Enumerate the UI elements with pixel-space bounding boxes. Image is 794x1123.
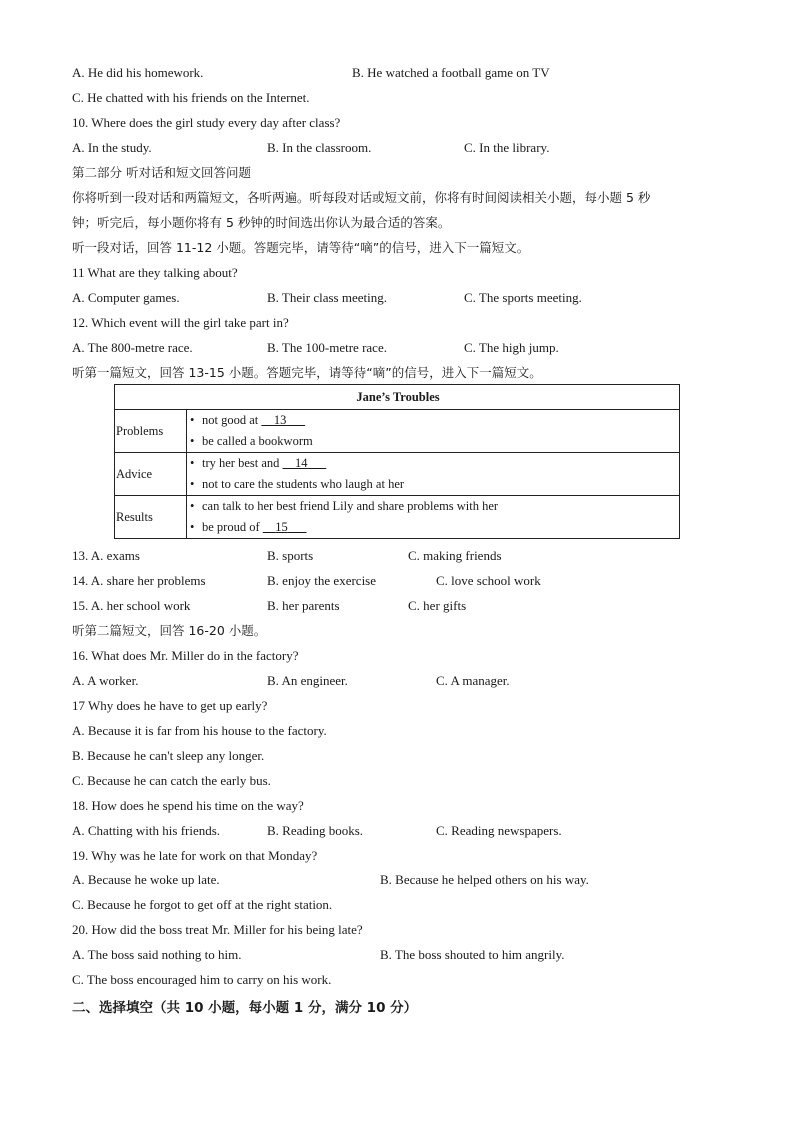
q17-option-c: C. Because he can catch the early bus. [72,773,271,788]
row-content: • can talk to her best friend Lily and share problems with her • be proud of 15 [187,496,680,539]
q10-option-c: C. In the library. [464,140,550,155]
row-content: • try her best and 14 • not to care the students who laugh at her [187,453,680,496]
table-row-problems [115,410,680,453]
q11-option-a: A. Computer games. [72,290,180,305]
q9-option-a: A. He did his homework. [72,65,204,80]
passage1-intro: 听第一篇短文，回答 13-15 小题。答题完毕，请等待“嘀”的信号，进入下一篇短文。 [72,365,542,380]
q17-option-b: B. Because he can't sleep any longer. [72,748,265,763]
q16-option-c: C. A manager. [436,673,510,688]
q16-option-b: B. An engineer. [267,673,348,688]
row-content: • not good at 13 • be called a bookworm [187,410,680,453]
q10-stem: 10. Where does the girl study every day after class? [72,115,341,130]
q18-stem: 18. How does he spend his time on the way? [72,798,304,813]
table-row-advice [115,453,680,496]
bullet-icon: • [190,413,195,427]
row-label: Problems [115,410,187,453]
q14-option-b: B. enjoy the exercise [267,573,377,588]
q19-option-a: A. Because he woke up late. [72,872,220,887]
bullet-icon: • [190,477,195,491]
row-label: Advice [115,453,187,496]
part2-instructions-line2: 钟；听完后，每小题你将有 5 秒钟的时间选出你认为最合适的答案。 [72,215,451,230]
q12-option-b: B. The 100-metre race. [267,340,387,355]
part2-instructions-line1: 你将听到一段对话和两篇短文，各听两遍。听每段对话或短文前，你将有时间阅读相关小题，每小题 5 秒 [72,190,651,205]
q17-stem: 17 Why does he have to get up early? [72,698,268,713]
q12-option-a: A. The 800-metre race. [72,340,193,355]
q15-option-b: B. her parents [267,598,340,613]
q20-option-a: A. The boss said nothing to him. [72,947,242,962]
q13-option-c: C. making friends [408,548,502,563]
table-row-results [115,496,680,539]
bullet-icon: • [190,456,195,470]
q18-option-c: C. Reading newspapers. [436,823,562,838]
q17-option-a: A. Because it is far from his house to the factory. [72,723,327,738]
q20-option-b: B. The boss shouted to him angrily. [380,947,565,962]
q10-option-a: A. In the study. [72,140,152,155]
q10-option-b: B. In the classroom. [267,140,372,155]
q18-option-b: B. Reading books. [267,823,364,838]
section2-heading: 二、选择填空（共 10 小题，每小题 1 分，满分 10 分） [72,1000,418,1016]
q12-option-c: C. The high jump. [464,340,559,355]
q13-option-b: B. sports [267,548,314,563]
q20-option-c: C. The boss encouraged him to carry on his work. [72,972,332,987]
row-label: Results [115,496,187,539]
blank-14: 14 [295,456,308,470]
q19-stem: 19. Why was he late for work on that Monday? [72,848,318,863]
q12-stem: 12. Which event will the girl take part in? [72,315,289,330]
blank-13: 13 [273,413,287,427]
blank-15: 15 [275,520,288,534]
bullet-icon: • [190,434,195,448]
bullet-icon: • [190,520,195,534]
passage2-intro: 听第二篇短文，回答 16-20 小题。 [72,623,267,638]
q13-option-a: 13. A. exams [72,548,140,563]
q18-option-a: A. Chatting with his friends. [72,823,221,838]
q16-stem: 16. What does Mr. Miller do in the factory? [72,648,299,663]
q19-option-b: B. Because he helped others on his way. [380,872,589,887]
dialogue-intro: 听一段对话，回答 11-12 小题。答题完毕，请等待“嘀”的信号，进入下一篇短文。 [72,240,530,255]
janes-troubles-table [114,384,680,539]
q20-stem: 20. How did the boss treat Mr. Miller for his being late? [72,922,363,937]
q19-option-c: C. Because he forgot to get off at the right station. [72,897,333,912]
q9-option-c: C. He chatted with his friends on the Internet. [72,90,310,105]
q15-option-c: C. her gifts [408,598,467,613]
q16-option-a: A. A worker. [72,673,139,688]
part2-heading: 第二部分 听对话和短文回答问题 [72,165,251,180]
bullet-icon: • [190,499,195,513]
q11-stem: 11 What are they talking about? [72,265,238,280]
q15-option-a: 15. A. her school work [72,598,191,613]
q14-option-c: C. love school work [436,573,541,588]
q14-option-a: 14. A. share her problems [72,573,206,588]
q9-option-b: B. He watched a football game on TV [352,65,550,80]
q11-option-b: B. Their class meeting. [267,290,387,305]
q11-option-c: C. The sports meeting. [464,290,582,305]
table-title: Jane’s Troubles [115,385,680,410]
